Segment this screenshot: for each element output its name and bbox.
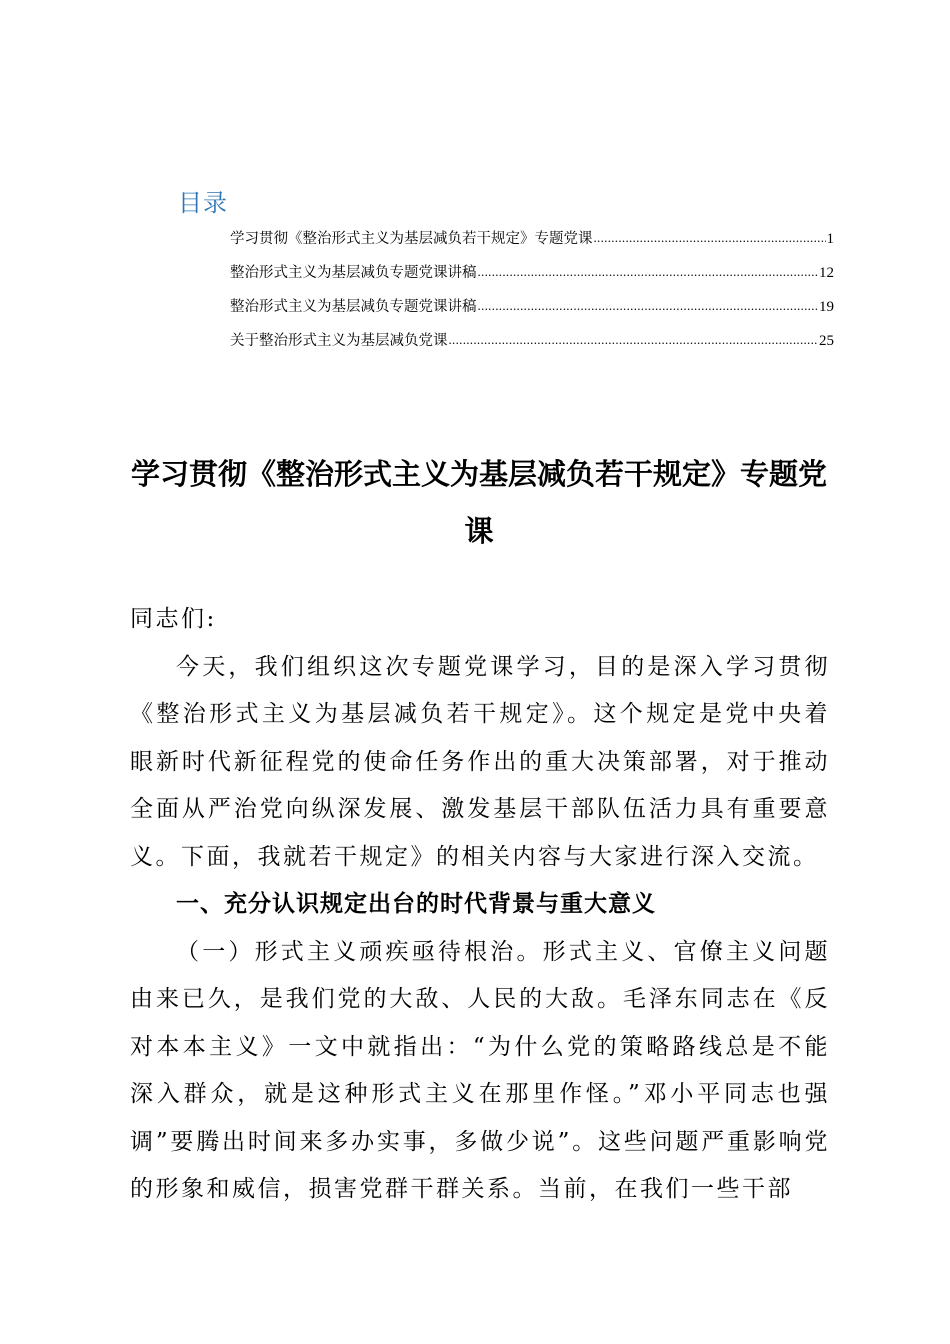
section-heading: 一、充分认识规定出台的时代背景与重大意义 bbox=[176, 891, 656, 917]
toc-leader-dots bbox=[449, 331, 819, 346]
body-paragraph: 今天，我们组织这次专题党课学习，目的是深入学习贯彻《整治形式主义为基层减负若干规定》。这个规定是党中央着眼新时代新征程党的使命任务作出的重大决策部署，对于推动全面从严治党向纵深发展、激发基层干部队伍活力具有重要意义。下面，我就若干规定》的相关内容与大家进行深入交流。 bbox=[130, 653, 830, 870]
toc-entry-page: 19 bbox=[819, 299, 834, 315]
table-of-contents bbox=[230, 227, 834, 363]
body-paragraph: （一）形式主义顽疾亟待根治。形式主义、官僚主义问题由来已久，是我们党的大敌、人民的大敌。毛泽东同志在《反对本本主义》一文中就指出：“为什么党的策略路线总是不能深入群众，就是这种形式主义在那里作怪。”邓小平同志也强调”要腾出时间来多办实事，多做少说”。这些问题严重影响党的形象和威信，损害党群干群关系。当前，在我们一些干部 bbox=[130, 938, 830, 1202]
toc-entry-title: 关于整治形式主义为基层减负党课 bbox=[230, 333, 448, 349]
toc-entry[interactable] bbox=[230, 227, 834, 261]
toc-entry-page: 1 bbox=[826, 231, 834, 247]
toc-entry-title: 整治形式主义为基层减负专题党课讲稿 bbox=[230, 299, 477, 315]
toc-entry-page: 12 bbox=[819, 265, 834, 281]
toc-entry-page: 25 bbox=[819, 333, 834, 349]
toc-entry[interactable] bbox=[230, 261, 834, 295]
document-body bbox=[130, 596, 830, 1214]
toc-heading: 目录 bbox=[178, 189, 228, 217]
toc-entry[interactable] bbox=[230, 295, 834, 329]
toc-entry-title: 整治形式主义为基层减负专题党课讲稿 bbox=[230, 265, 477, 281]
toc-leader-dots bbox=[478, 297, 819, 312]
salutation: 同志们: bbox=[130, 606, 217, 632]
document-title: 学习贯彻《整治形式主义为基层减负若干规定》专题党课 bbox=[130, 457, 827, 548]
toc-leader-dots bbox=[478, 263, 819, 278]
toc-entry-title: 学习贯彻《整治形式主义为基层减负若干规定》专题党课 bbox=[230, 231, 593, 247]
toc-leader-dots bbox=[594, 229, 826, 244]
toc-entry[interactable] bbox=[230, 329, 834, 363]
